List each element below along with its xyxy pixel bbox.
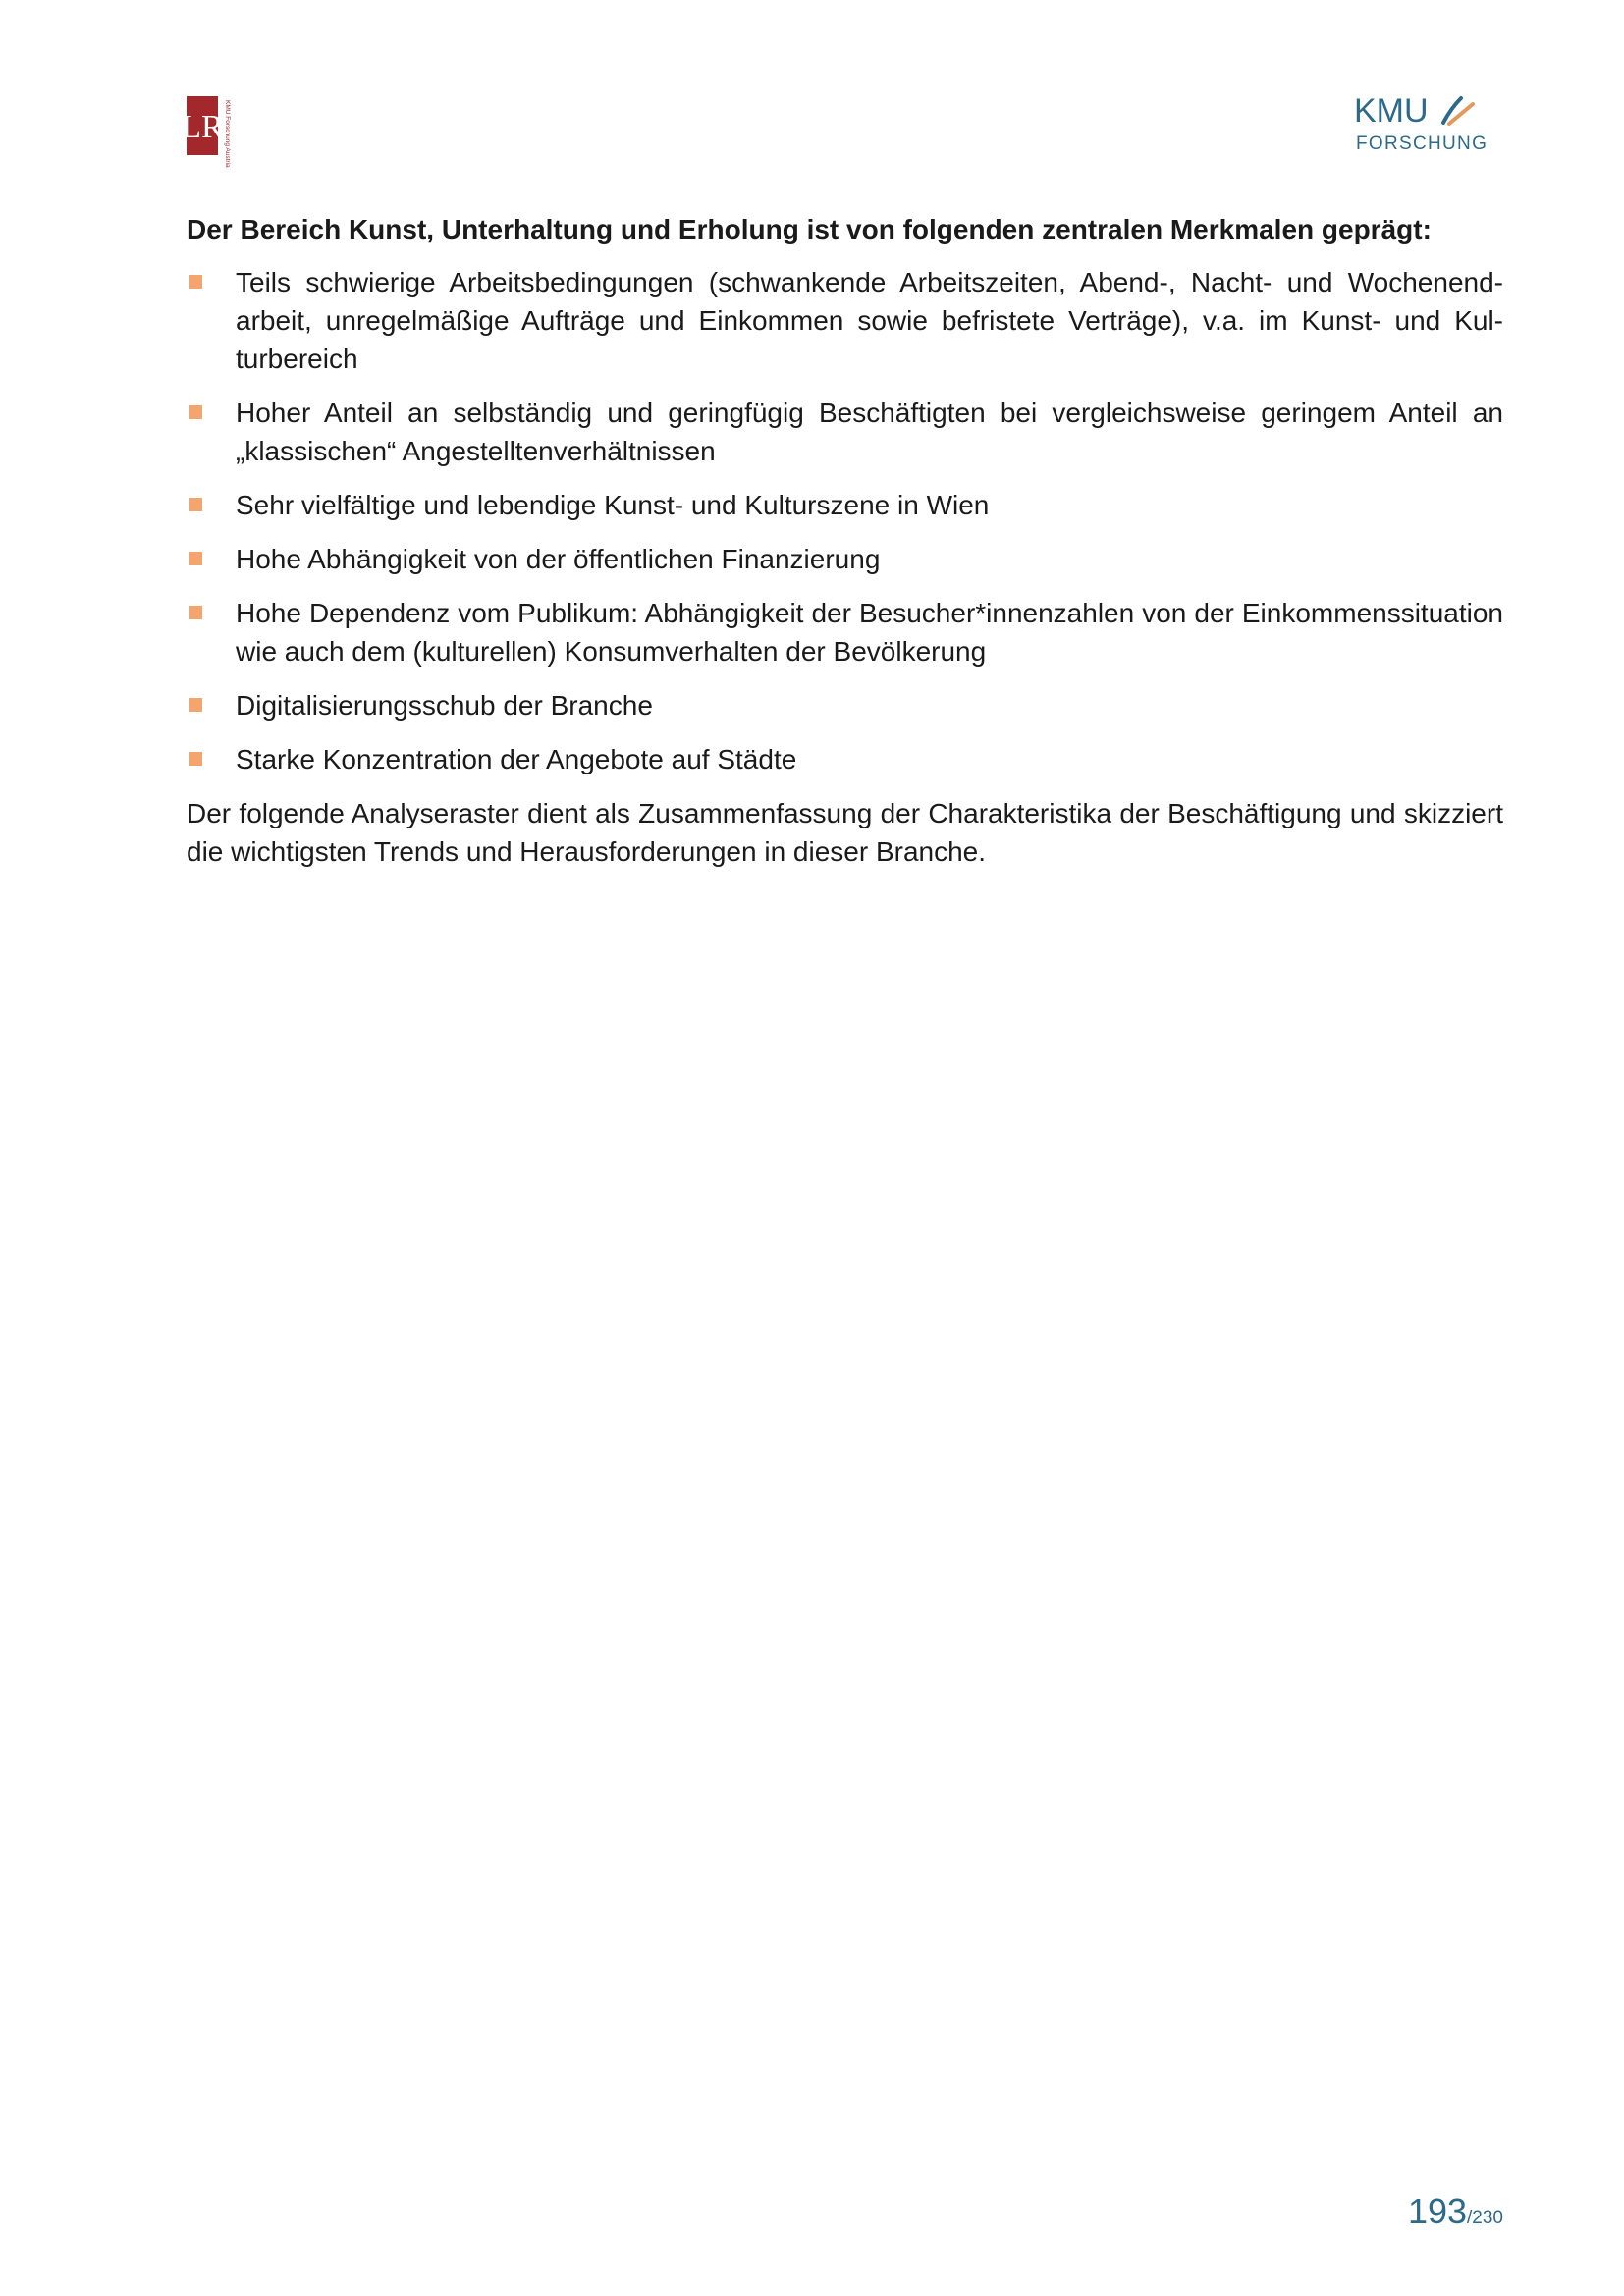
square-bullet-icon <box>189 498 202 511</box>
square-bullet-icon <box>189 606 202 619</box>
page-current: 193 <box>1407 2191 1468 2231</box>
main-content <box>187 210 1503 871</box>
kmu-forschung-logo <box>1353 90 1490 159</box>
page-total: /230 <box>1467 2208 1503 2228</box>
kmu-logo-text: KMU <box>1354 92 1429 130</box>
page-number <box>1408 2191 1503 2232</box>
list-item: Hohe Abhängigkeit von der öffentlichen Finanzierung <box>187 540 1503 578</box>
list-item: Digitalisierungsschub der Branche <box>187 686 1503 724</box>
square-bullet-icon <box>189 275 202 289</box>
lr-logo-tagline: KMU Forschung Austria <box>224 100 231 168</box>
list-item: Sehr vielfältige und lebendige Kunst- und Kulturszene in Wien <box>187 486 1503 524</box>
square-bullet-icon <box>189 698 202 712</box>
lr-logo <box>181 96 242 168</box>
lr-logo-letters: LR <box>181 109 224 145</box>
characteristics-list <box>187 263 1503 778</box>
square-bullet-icon <box>189 752 202 766</box>
list-item: Hohe Dependenz vom Publikum: Abhängigkeit der Besucher*innenzahlen von der Einkommenssituation wie auch dem (kulturellen) Konsumverhalten der Bevölkerung <box>187 594 1503 670</box>
list-item: Starke Konzentration der Angebote auf Städte <box>187 740 1503 778</box>
section-heading: Der Bereich Kunst, Unterhaltung und Erholung ist von folgenden zentralen Merkmalen geprägt: <box>187 214 1432 244</box>
list-item: Teils schwierige Arbeitsbedingungen (schwankende Arbeitszeiten, Abend-, Nacht- und Wochenendarbeit, unregelmäßige Aufträge und Einkommen sowie befristete Verträge), v.a. im Kunst- und Kulturbereich <box>187 263 1503 378</box>
forschung-logo-text: FORSCHUNG <box>1356 133 1489 154</box>
square-bullet-icon <box>189 552 202 565</box>
square-bullet-icon <box>189 405 202 419</box>
summary-paragraph: Der folgende Analyseraster dient als Zusammenfassung der Charakteristika der Beschäftigung und skizziert die wichtigsten Trends und Herausforderungen in dieser Branche. <box>187 798 1503 867</box>
list-item: Hoher Anteil an selbständig und geringfügig Beschäftigten bei vergleichsweise geringem Anteil an „klassischen“ Angestelltenverhältnissen <box>187 394 1503 470</box>
